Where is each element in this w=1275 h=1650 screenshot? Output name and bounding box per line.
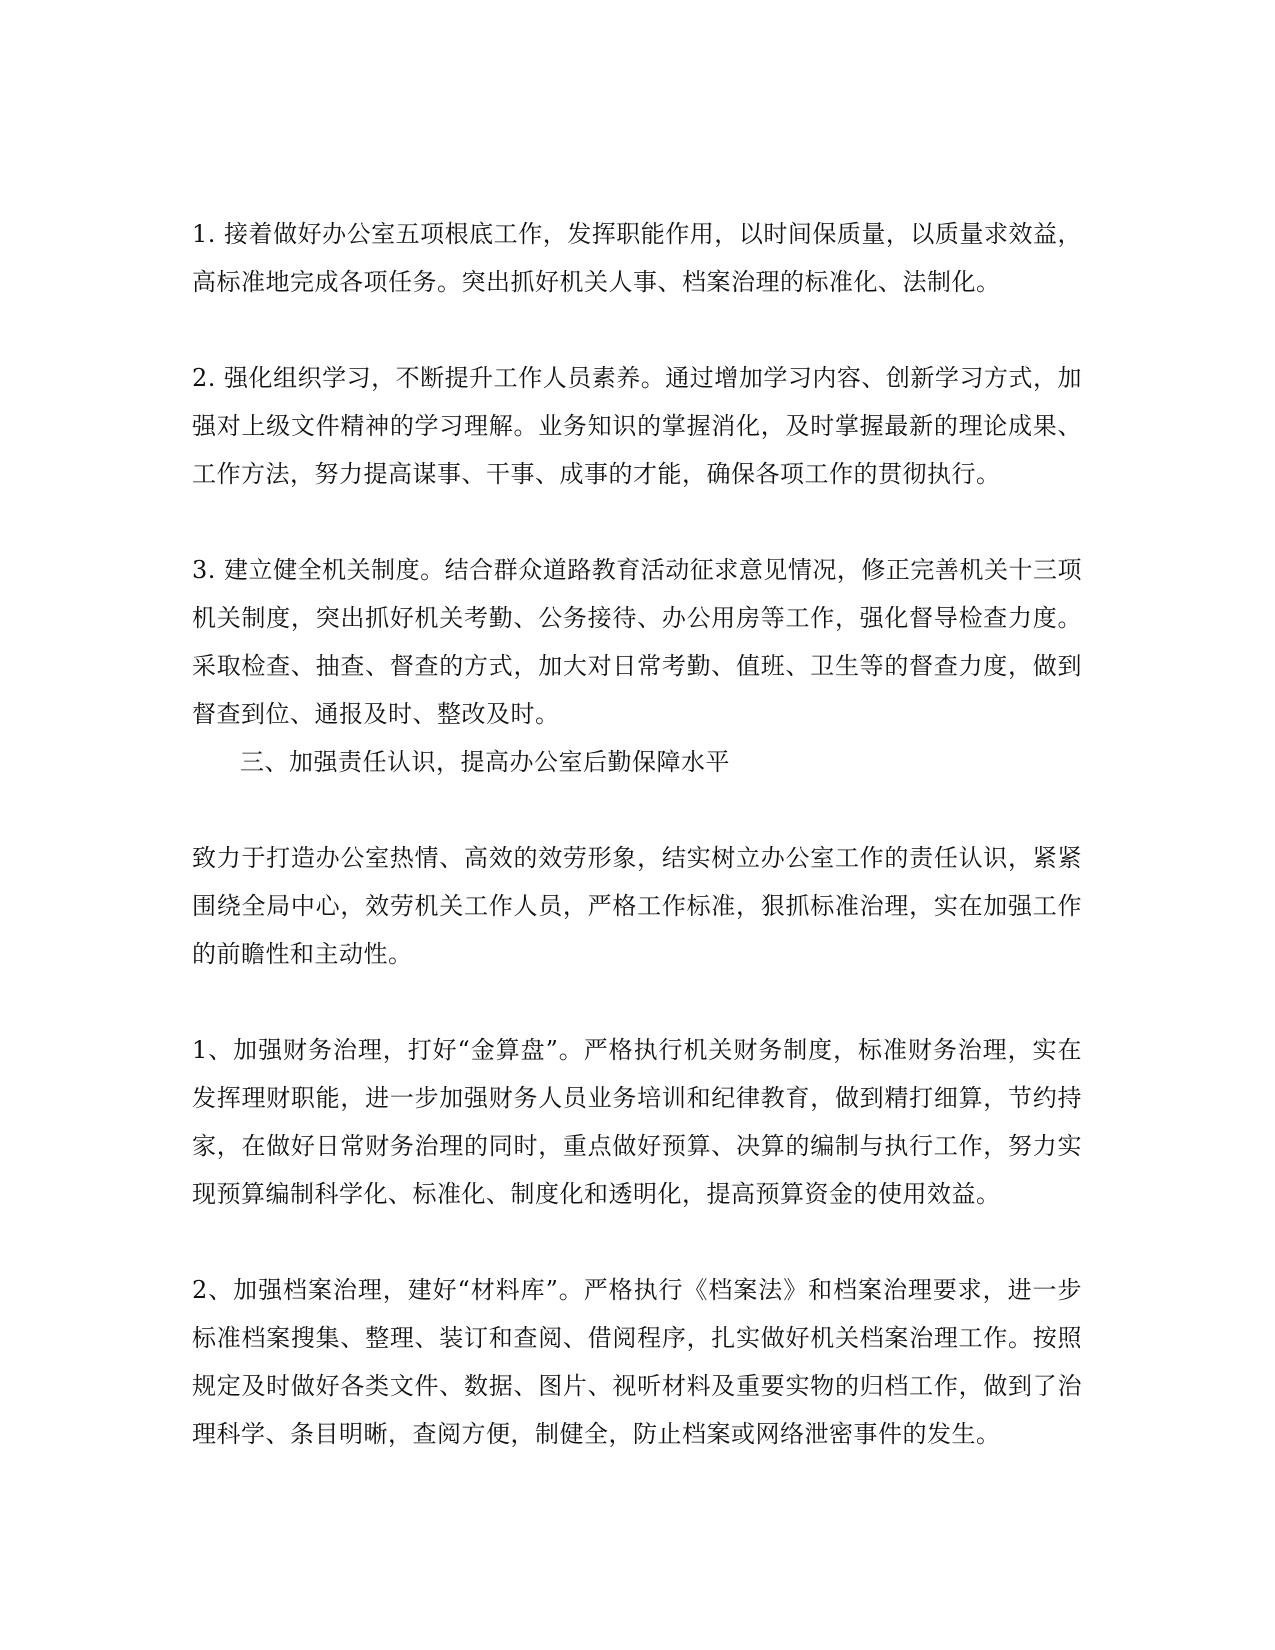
section-heading-3: 三、加强责任认识，提高办公室后勤保障水平 [240,748,730,776]
section-intro-paragraph: 致力于打造办公室热情、高效的效劳形象，结实树立办公室工作的责任认识，紧紧围绕全局中心，效劳机关工作人员，严格工作标准，狠抓标准治理，实在加强工作的前瞻性和主动性。 [192,844,1082,968]
paragraph-archives: 2、加强档案治理，建好“材料库”。严格执行《档案法》和档案治理要求，进一步标准档案搜集、整理、装订和查阅、借阅程序，扎实做好机关档案治理工作。按照规定及时做好各类文件、数据、图片、视听材料及重要实物的归档工作，做到了治理科学、条目明晰，查阅方便，制健全，防止档案或网络泄密事件的发生。 [192,1276,1082,1448]
paragraph-finance: 1、加强财务治理，打好“金算盘”。严格执行机关财务制度，标准财务治理，实在发挥理财职能，进一步加强财务人员业务培训和纪律教育，做到精打细算，节约持家，在做好日常财务治理的同时，重点做好预算、决算的编制与执行工作，努力实现预算编制科学化、标准化、制度化和透明化，提高预算资金的使用效益。 [192,1036,1082,1208]
paragraph-item-2: 2. 强化组织学习，不断提升工作人员素养。通过增加学习内容、创新学习方式，加强对上级文件精神的学习理解。业务知识的掌握消化，及时掌握最新的理论成果、工作方法，努力提高谋事、干事、成事的才能，确保各项工作的贯彻执行。 [192,364,1082,488]
paragraph-item-1: 1. 接着做好办公室五项根底工作，发挥职能作用，以时间保质量，以质量求效益，高标准地完成各项任务。突出抓好机关人事、档案治理的标准化、法制化。 [192,220,1082,296]
paragraph-item-3: 3. 建立健全机关制度。结合群众道路教育活动征求意见情况，修正完善机关十三项机关制度，突出抓好机关考勤、公务接待、办公用房等工作，强化督导检查力度。采取检查、抽查、督查的方式，加大对日常考勤、值班、卫生等的督查力度，做到督查到位、通报及时、整改及时。 [192,556,1082,728]
document-body [192,210,1082,1458]
